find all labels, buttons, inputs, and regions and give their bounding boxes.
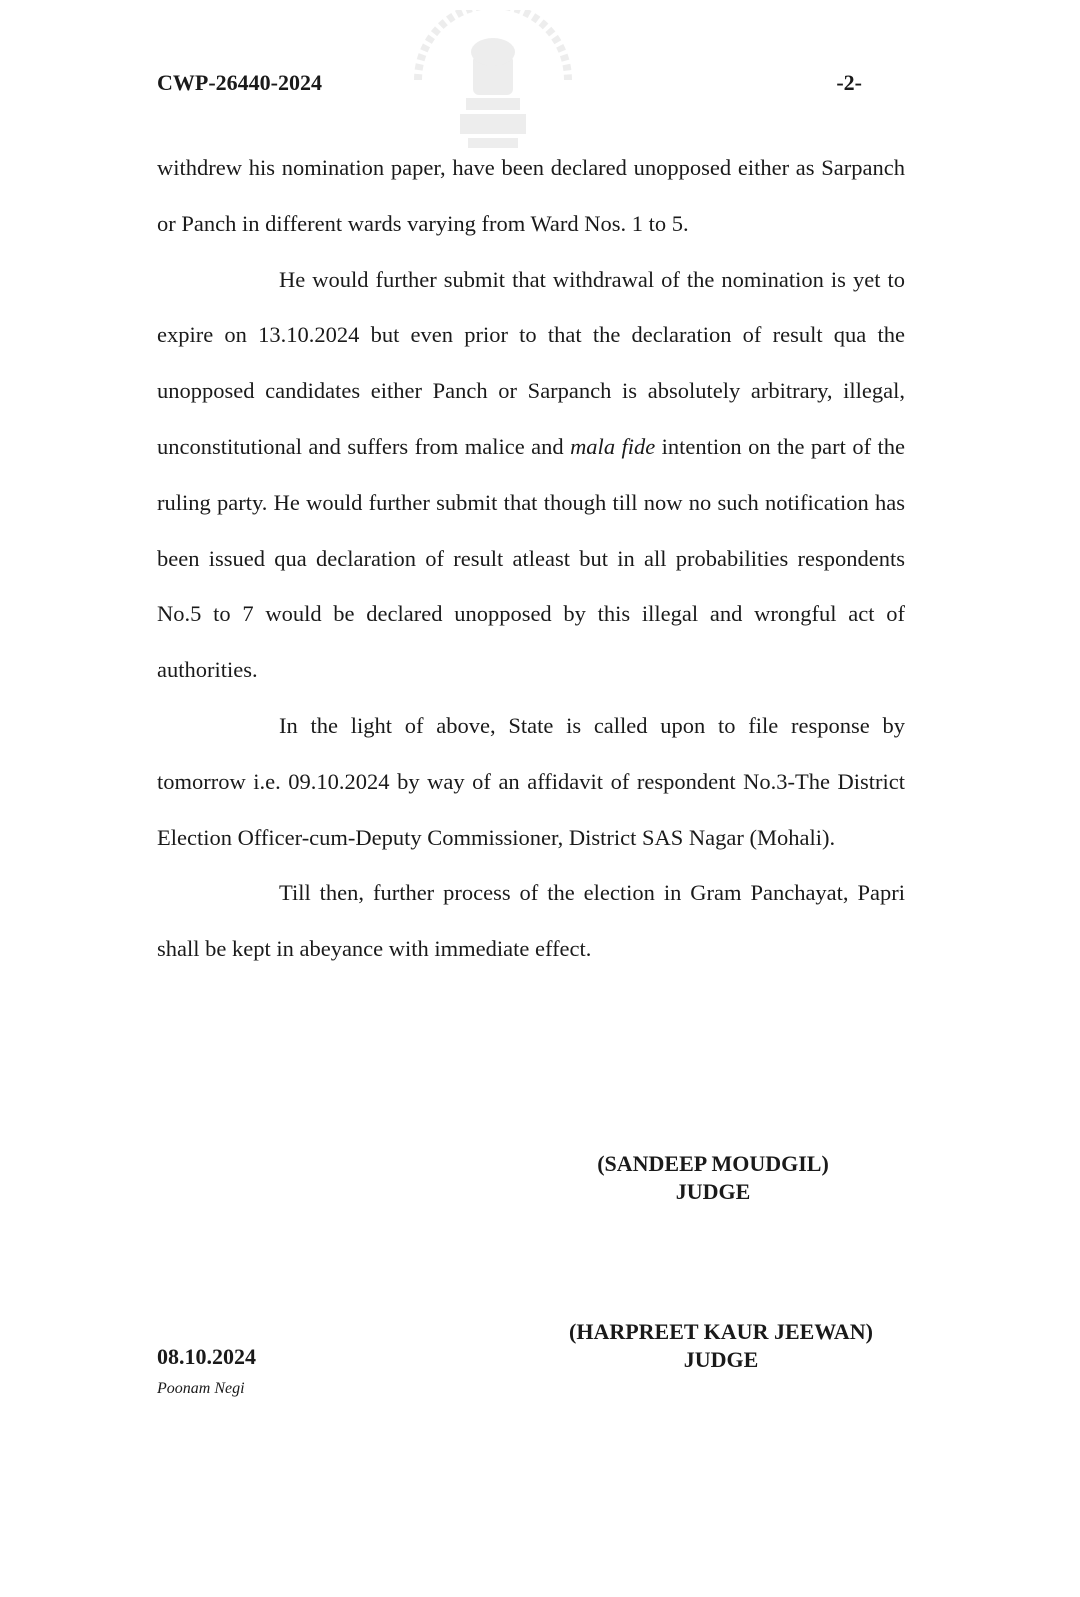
paragraph-2 [157, 252, 905, 698]
signature-block-2 [553, 1318, 889, 1374]
paragraph-1: withdrew his nomination paper, have been declared unopposed either as Sarpanch or Panch in different wards varying from Ward Nos. 1 to 5. [157, 155, 905, 236]
paragraph-2-text: He would further submit that withdrawal of the nomination is yet to expire on 13.10.2024 but even prior to that the declaration of result qua the unopposed candidates either Panch or Sarpanch is absolutely arbitrary, illegal, unconstitutional and suffers from malice and [157, 266, 905, 459]
order-body [157, 140, 905, 977]
steno-initials: Poonam Negi [157, 1380, 245, 1397]
judge-name: (SANDEEP MOUDGIL) [597, 1151, 829, 1176]
judge-name: (HARPREET KAUR JEEWAN) [569, 1319, 873, 1344]
paragraph-2-text-cont: intention on the part of the ruling party. He would further submit that though till now no such notification has been issued qua declaration of result atleast but in all probabilities respondents No.5 to 7 would be declared unopposed by this illegal and wrongful act of authorities. [157, 433, 905, 683]
paragraph-4: Till then, further process of the election in Gram Panchayat, Papri shall be kept in abeyance with immediate effect. [157, 880, 905, 962]
judge-title: JUDGE [675, 1179, 751, 1204]
order-date: 08.10.2024 [157, 1344, 256, 1369]
case-number: CWP-26440-2024 [157, 70, 322, 95]
judge-title: JUDGE [683, 1347, 759, 1372]
page-number: -2- [836, 70, 862, 95]
italic-phrase: mala fide [570, 433, 656, 459]
paragraph-3: In the light of above, State is called upon to file response by tomorrow i.e. 09.10.2024 by way of an affidavit of respondent No.3-The District Election Officer-cum-Deputy Commissioner, District SAS Nagar (Mohali). [157, 712, 905, 850]
signature-block-1 [585, 1150, 841, 1206]
